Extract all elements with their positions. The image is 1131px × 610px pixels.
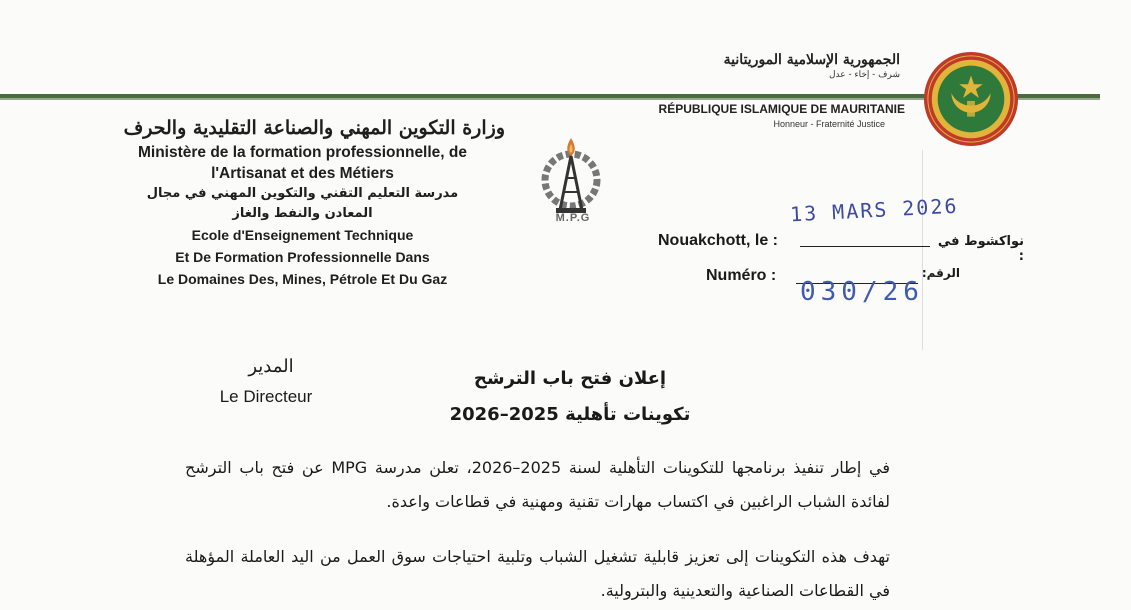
school-name-fr-line1: Ecole d'Enseignement Technique bbox=[191, 227, 414, 243]
number-stamp: 030/26 bbox=[800, 277, 924, 307]
place-label-fr: Nouakchott, le : bbox=[658, 232, 779, 249]
announcement-subtitle: تكوينات تأهلية 2025–2026 bbox=[449, 404, 691, 425]
republic-name-ar: الجمهورية الإسلامية الموريتانية bbox=[723, 52, 900, 68]
date-stamp: 13 MARS 2026 bbox=[789, 193, 960, 227]
republic-motto-fr: Honneur - Fraternité Justice bbox=[773, 119, 885, 129]
school-name-fr-line3: Le Domaines Des, Mines, Pétrole Et Du Gaz bbox=[157, 271, 448, 287]
republic-name-fr: RÉPUBLIQUE ISLAMIQUE DE MAURITANIE bbox=[658, 102, 905, 116]
school-name-fr-line2: Et De Formation Professionnelle Dans bbox=[175, 249, 430, 265]
place-label-ar: نواكشوط في : bbox=[937, 234, 1024, 264]
ministry-name-ar: وزارة التكوين المهني والصناعة التقليدية والحرف bbox=[123, 117, 505, 139]
page-fold-line bbox=[922, 150, 923, 350]
number-label-ar: الرقم: bbox=[921, 266, 960, 280]
mpg-logo-text: M.P.G bbox=[555, 212, 591, 224]
date-underline bbox=[800, 246, 930, 247]
sender-title-fr: Le Directeur bbox=[219, 387, 313, 406]
school-name-ar-line1: مدرسة التعليم التقني والتكوين المهني في مجال bbox=[146, 186, 459, 201]
school-name-ar-line2: المعادن والنفط والغاز bbox=[232, 206, 373, 221]
sender-title-ar: المدير bbox=[248, 356, 294, 377]
mauritania-seal-icon bbox=[922, 50, 1020, 148]
announcement-paragraph-2: تهدف هذه التكوينات إلى تعزيز قابلية تشغيل الشباب وتلبية احتياجات سوق العمل من اليد العاملة المؤهلة في القطاعات الصناعية والتعدينية والبترولية. bbox=[185, 547, 890, 600]
ministry-block bbox=[60, 114, 505, 290]
number-label-fr: Numéro : bbox=[706, 267, 777, 284]
announcement-title: إعلان فتح باب الترشح bbox=[473, 368, 667, 389]
ministry-name-fr-line1: Ministère de la formation professionnelle, de bbox=[137, 144, 467, 161]
republic-motto-ar: شرف - إخاء - عدل bbox=[828, 70, 900, 80]
ministry-name-fr-line2: l'Artisanat et des Métiers bbox=[211, 165, 394, 182]
announcement-paragraph-1: في إطار تنفيذ برنامجها للتكوينات التأهلية لسنة 2025–2026، تعلن مدرسة MPG عن فتح باب الترشح لفائدة الشباب الراغبين في اكتساب مهارات تقنية ومهنية في قطاعات واعدة. bbox=[185, 458, 891, 511]
